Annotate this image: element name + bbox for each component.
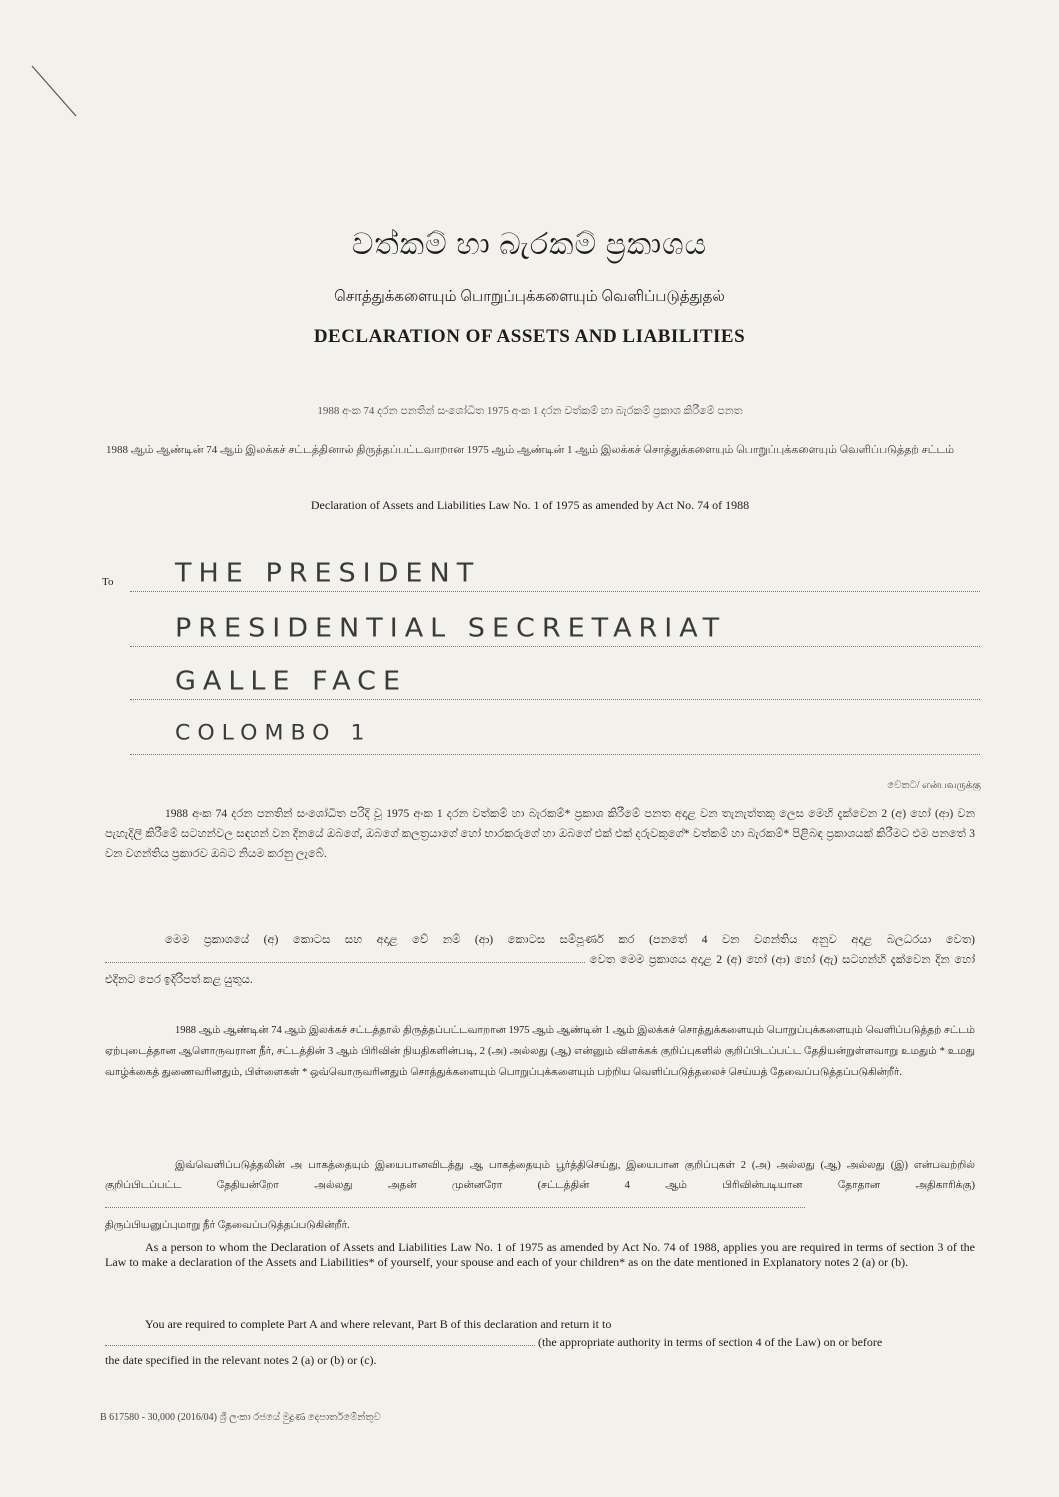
print-code-footer: B 617580 - 30,000 (2016/04) ශ්‍රී ලංකා රජයේ මුද්‍රණ දෙපාර්තමේන්තුව [100,1412,381,1423]
english-paragraph-2b-text: (the appropriate authority in terms of section 4 of the Law) on or before [538,1335,883,1349]
body-english-paragraph-2 [105,1315,975,1369]
body-sinhala-paragraph-1 [105,804,975,864]
english-paragraph-1-text: As a person to whom the Declaration of Assets and Liabilities Law No. 1 of 1975 as amended by Act No. 74 of 1988, applies you are required in terms of section 3 of the Law to make a declaration of the Assets and Liabilities* of yourself, your spouse and each of your children* as on the date mentioned in Explanatory notes 2 (a) or (b). [105,1240,975,1269]
scan-artifact-stroke [30,62,90,122]
title-tamil: சொத்துக்களையும் பொறுப்புக்களையும் வெளிப்படுத்துதல் [334,289,725,305]
tamil-paragraph-2-text: இவ்வெளிப்படுத்தலின் அ பாகத்தையும் இயைபானவிடத்து ஆ பாகத்தையும் பூர்த்திசெய்து, இயைபான குறிப்புகள் 2 (அ) அல்லது (ஆ) அல்லது (இ) என்பவற்றில் குறிப்பிடப்பட்ட தேதியன்றோ அல்லது அதன் முன்னரோ (சட்டத்தின் 4 ஆம் பிரிவின்படியான தோதான அதிகாரிக்கு) [105,1160,975,1191]
english-paragraph-2c-text: the date specified in the relevant notes 2 (a) or (b) or (c). [105,1353,377,1367]
authority-blank-tamil[interactable] [105,1207,805,1208]
address-text-3: GALLE FACE [175,666,408,697]
to-label: To [102,576,114,588]
law-reference-english: Declaration of Assets and Liabilities Law No. 1 of 1975 as amended by Act No. 74 of 1988 [310,498,750,512]
authority-blank-english[interactable] [105,1345,535,1346]
body-tamil-paragraph-2 [105,1156,975,1236]
address-text-2: PRESIDENTIAL SECRETARIAT [175,613,727,644]
authority-blank-sinhala[interactable] [105,962,585,963]
sinhala-paragraph-2-text: මෙම ප්‍රකාශයේ (අ) කොටස සහ අදාළ වේ නම් (ආ) කොටස සම්පූර්ණ කර (පනතේ 4 වන වගන්තිය අනුව අදාළ බලධරයා වෙත) [165,934,975,946]
sinhala-paragraph-1-text: 1988 අංක 74 දරන පනතින් සංශෝධිත පරිදි වූ 1975 අංක 1 දරන වත්කම් හා බැරකම්* ප්‍රකාශ කිරීමේ පනත අදාළ වන තැනැත්තකු ලෙස මෙහි දැක්වෙන 2 (අ) හෝ (ආ) වන පැහැදිලි කිරීමේ සටහන්වල සඳහන් වන දිනයේ ඔබගේ, ඔබගේ කලත්‍රයාගේ හෝ භාරකරුගේ හා ඔබගේ එක් එක් දරුවකුගේ* වත්කම් හා බැරකම්* පිළිබඳ ප්‍රකාශයක් කිරීමට එම පනතේ 3 වන වගන්තිය ප්‍රකාරව ඔබට නියම කරනු ලැබේ. [105,808,975,860]
address-text-4: COLOMBO 1 [175,721,372,746]
law-reference-sinhala: 1988 අංක 74 දරන පනතින් සංශෝධිත 1975 අංක 1 දරන වත්කම් හා බැරකම් ප්‍රකාශ කිරීමේ පනත [317,405,743,417]
tamil-paragraph-2b-text: திருப்பியனுப்புமாறு நீர் தேவைப்படுத்தப்படுகின்றீர். [105,1220,350,1231]
address-text-1: THE PRESIDENT [175,558,481,589]
tamil-paragraph-1-text: 1988 ஆம் ஆண்டின் 74 ஆம் இலக்கச் சட்டத்தால் திருத்தப்பட்டவாறான 1975 ஆம் ஆண்டின் 1 ஆம் இலக்கச் சொத்துக்களையும் பொறுப்புக்களையும் வெளிப்படுத்தற் சட்டம் ஏற்புடைத்தான ஆளொருவரான நீர், சட்டத்தின் 3 ஆம் பிரிவின் நியதிகளின்படி, 2 (அ) அல்லது (ஆ) என்னும் விளக்கக் குறிப்புகளில் குறிப்பிடப்பட்ட தேதியன்றுள்ளவாறு உமதும் * உமது வாழ்க்கைத் துணைவரினதும், பிள்ளைகள் * ஒவ்வொருவரினதும் சொத்துக்களையும் பொறுப்புக்களையும் பற்றிய வெளிப்படுத்தலைச் செய்யத் தேவைப்படுத்தப்படுகின்றீர். [105,1025,975,1078]
english-paragraph-2a-text: You are required to complete Part A and where relevant, Part B of this declaration and return it to [145,1317,612,1331]
title-sinhala: වත්කම් හා බැරකම් ප්‍රකාශය [351,228,708,261]
body-english-paragraph-1 [105,1240,975,1270]
body-tamil-paragraph-1 [105,1020,975,1083]
address-caption: වෙතට/ என்பவருக்கு [887,780,981,791]
law-reference-tamil: 1988 ஆம் ஆண்டின் 74 ஆம் இலக்கச் சட்டத்தினால் திருத்தப்பட்டவாறான 1975 ஆம் ஆண்டின் 1 ஆம் இலக்கச் சொத்துக்களையும் பொறுப்புக்களையும் வெளிப்படுத்தற் சட்டம் [105,444,955,456]
title-english: DECLARATION OF ASSETS AND LIABILITIES [313,326,746,347]
body-sinhala-paragraph-2 [105,930,975,990]
sinhala-paragraph-2b-text: වෙත මෙම ප්‍රකාශය අදාළ 2 (අ) හෝ (ආ) හෝ (ඇ) සටහන්හි දැක්වෙන දින හෝ එදිනට පෙර ඉදිරිපත් කළ යුතුය. [105,954,975,986]
